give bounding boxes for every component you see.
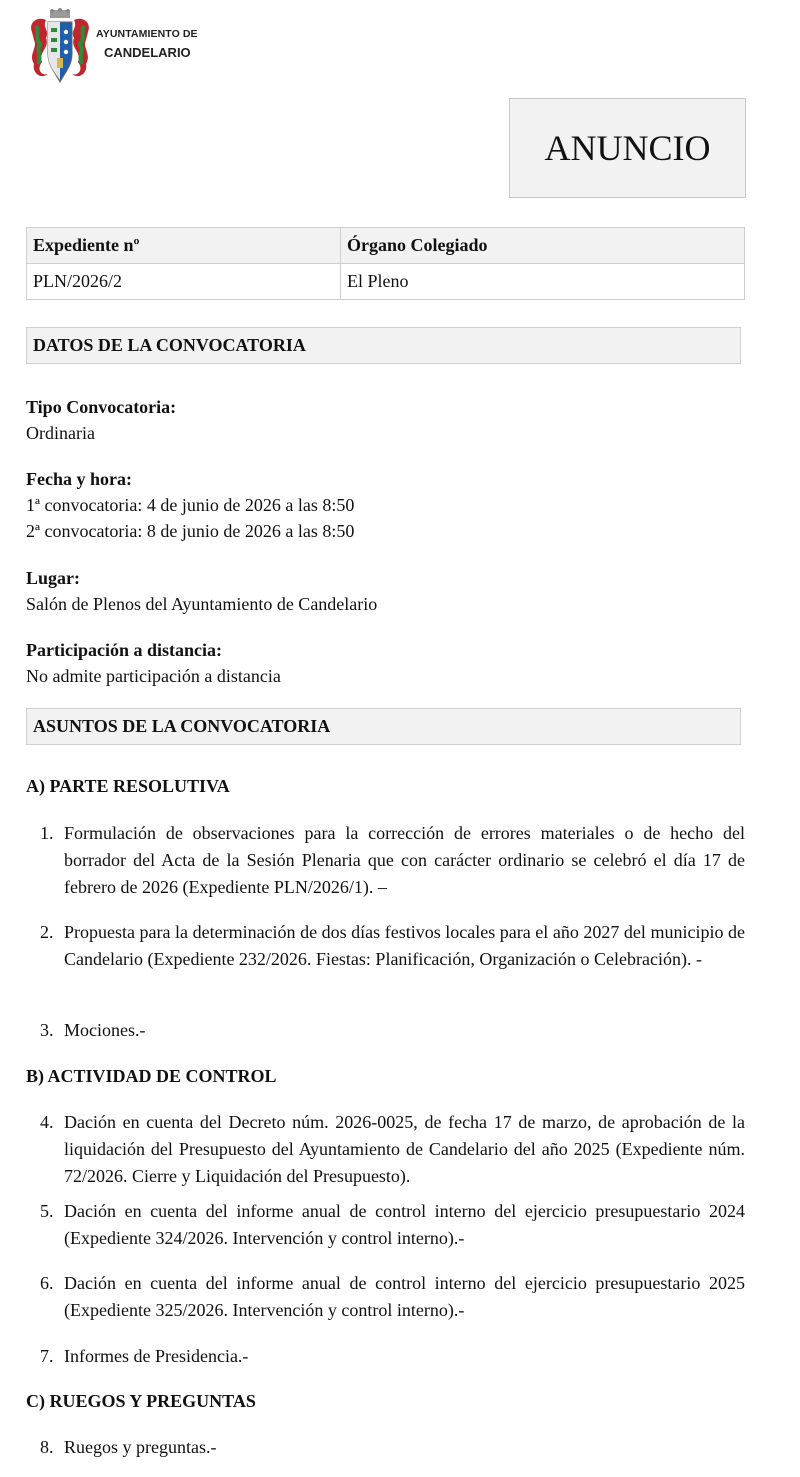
list-item (40, 1198, 745, 1252)
datos-section-title: DATOS DE LA CONVOCATORIA (26, 327, 741, 364)
lugar-label: Lugar: (26, 568, 80, 588)
document-type-box (509, 98, 746, 198)
organo-value: El Pleno (341, 264, 745, 300)
coat-of-arms-icon (28, 8, 92, 86)
list-item (40, 1017, 745, 1044)
expediente-table (26, 227, 745, 300)
organization-name-line2: CANDELARIO (104, 45, 191, 60)
actividad-control-heading: B) ACTIVIDAD DE CONTROL (26, 1066, 277, 1086)
item-text: Formulación de observaciones para la corrección de errores materiales o de hecho del borrador del Acta de la Sesión Plenaria que con carácter ordinario se celebró el día 17 de febrero de 2026 (Expediente PLN/2026/1). – (64, 823, 745, 897)
item-text: Dación en cuenta del informe anual de control interno del ejercicio presupuestario 2025 (Expediente 325/2026. Intervención y control interno).- (64, 1273, 745, 1320)
organization-name (96, 28, 198, 60)
table-row (27, 264, 745, 300)
list-item (40, 1434, 745, 1461)
list-item (40, 820, 745, 901)
list-item (40, 1270, 745, 1324)
item-number: 2. (40, 922, 54, 942)
item-number: 4. (40, 1112, 54, 1132)
item-text: Dación en cuenta del informe anual de control interno del ejercicio presupuestario 2024 (Expediente 324/2026. Intervención y control interno).- (64, 1201, 745, 1248)
tipo-convocatoria-value: Ordinaria (26, 423, 95, 443)
list-item (40, 1343, 745, 1370)
parte-resolutiva-heading: A) PARTE RESOLUTIVA (26, 776, 230, 796)
ruegos-preguntas-heading: C) RUEGOS Y PREGUNTAS (26, 1391, 256, 1411)
item-number: 5. (40, 1201, 54, 1221)
organization-name-line1: AYUNTAMIENTO DE (96, 28, 198, 40)
item-number: 8. (40, 1437, 54, 1457)
segunda-convocatoria: 2ª convocatoria: 8 de junio de 2026 a las 8:50 (26, 521, 355, 541)
list-item (40, 919, 745, 973)
table-header-row (27, 228, 745, 264)
item-number: 7. (40, 1346, 54, 1366)
item-text: Dación en cuenta del Decreto núm. 2026-0025, de fecha 17 de marzo, de aprobación de la liquidación del Presupuesto del Ayuntamiento de Candelario del año 2025 (Expediente núm. 72/2026. Cierre y Liquidación del Presupuesto). (64, 1112, 745, 1186)
expediente-value: PLN/2026/2 (27, 264, 341, 300)
item-number: 6. (40, 1273, 54, 1293)
tipo-convocatoria-label: Tipo Convocatoria: (26, 397, 177, 417)
fecha-hora-label: Fecha y hora: (26, 469, 132, 489)
asuntos-section-title: ASUNTOS DE LA CONVOCATORIA (26, 708, 741, 745)
item-number: 3. (40, 1020, 54, 1040)
organo-header: Órgano Colegiado (341, 228, 745, 264)
item-text: Ruegos y preguntas.- (64, 1437, 217, 1457)
document-type-label: ANUNCIO (544, 128, 711, 168)
participacion-label: Participación a distancia: (26, 640, 222, 660)
expediente-header: Expediente nº (27, 228, 341, 264)
item-number: 1. (40, 823, 54, 843)
lugar-value: Salón de Plenos del Ayuntamiento de Candelario (26, 594, 378, 614)
primera-convocatoria: 1ª convocatoria: 4 de junio de 2026 a las 8:50 (26, 495, 355, 515)
list-item (40, 1109, 745, 1190)
participacion-value: No admite participación a distancia (26, 666, 281, 686)
item-text: Informes de Presidencia.- (64, 1346, 249, 1366)
item-text: Propuesta para la determinación de dos días festivos locales para el año 2027 del municipio de Candelario (Expediente 232/2026. Fiestas: Planificación, Organización o Celebración). - (64, 922, 745, 969)
item-text: Mociones.- (64, 1020, 146, 1040)
